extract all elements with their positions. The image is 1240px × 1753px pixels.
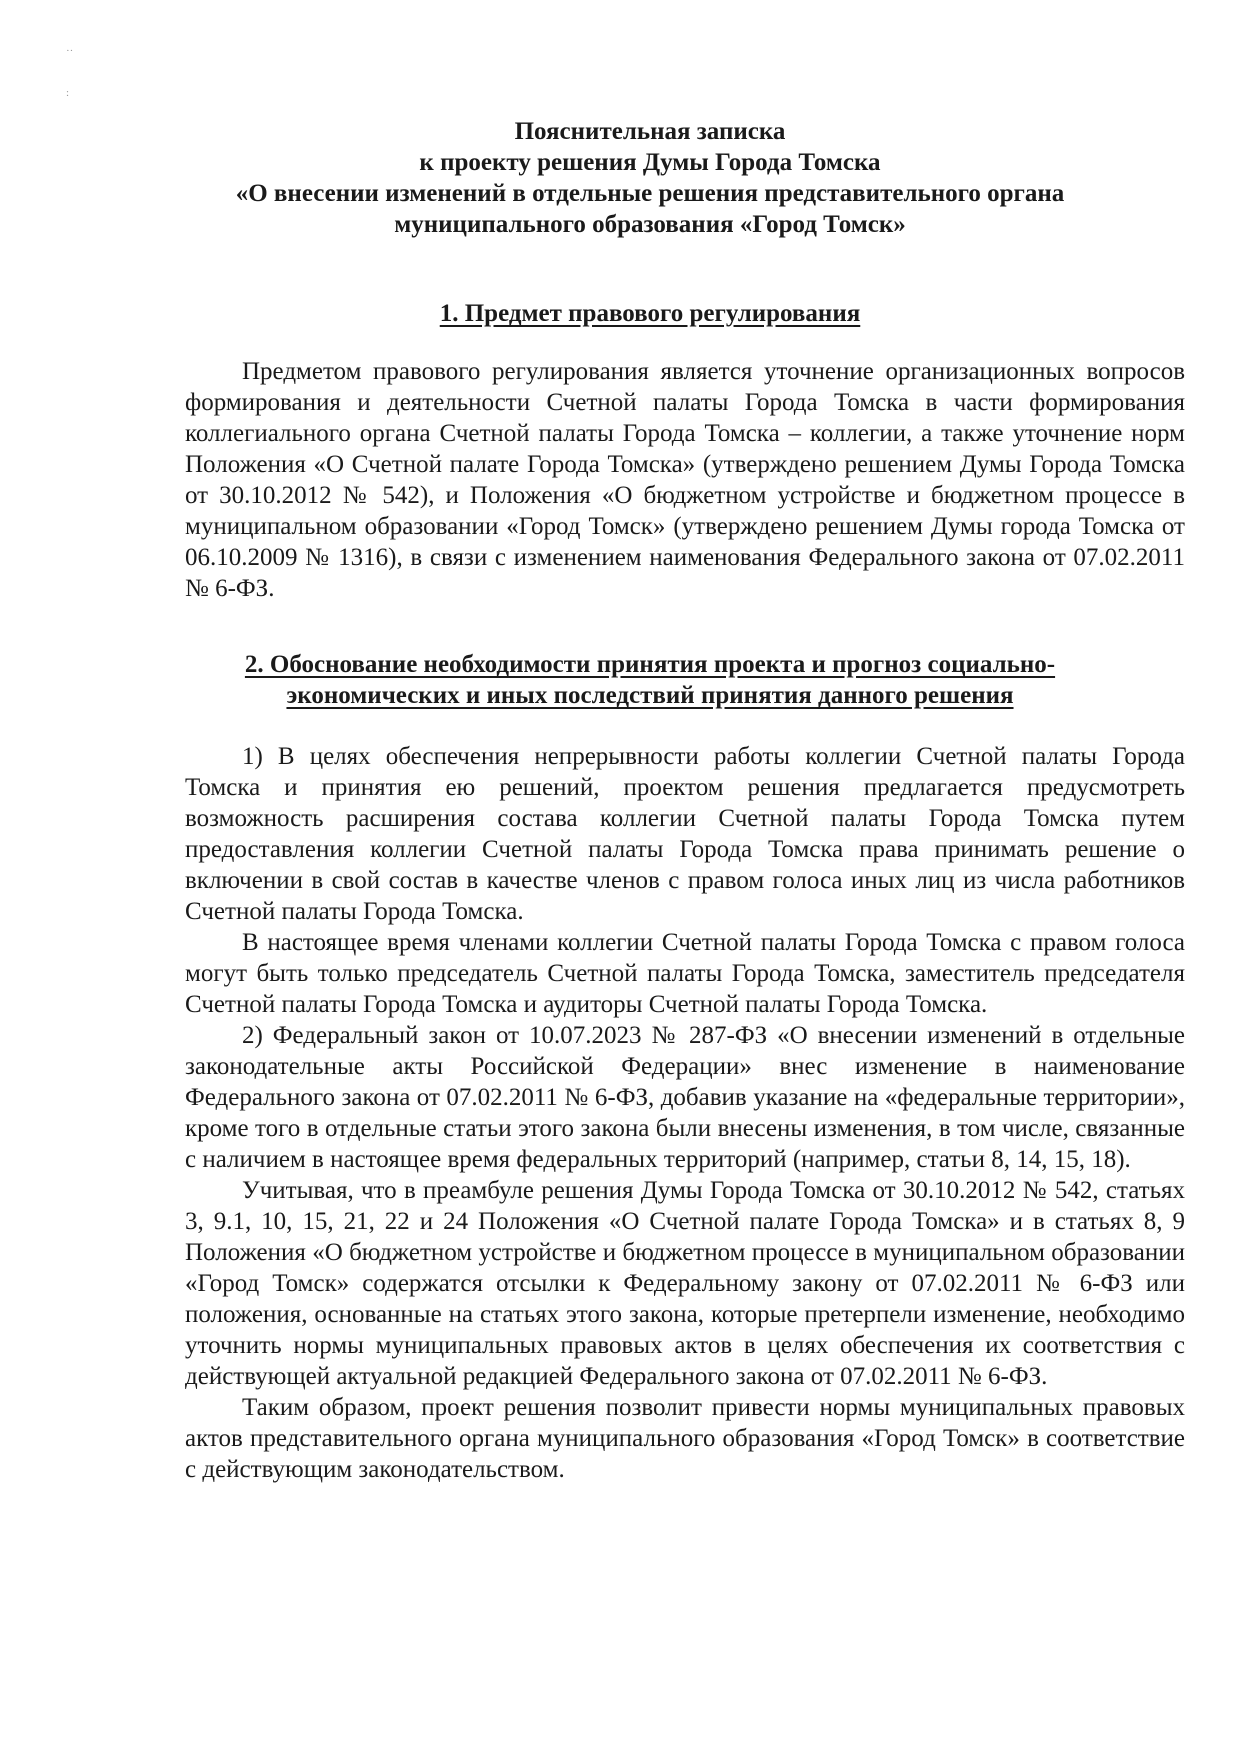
- title-line: к проекту решения Думы Города Томска: [419, 149, 881, 176]
- paragraph: Учитывая, что в преамбуле решения Думы Города Томска от 30.10.2012 № 542, статьях 3, 9.1, 10, 15, 21, 22 и 24 Положения «О Счетной палате Города Томска» и в статьях 8, 9 Положения «О бюджетном устройстве и бюджетном процессе в муниципальном образовании «Город Томск» содержатся отсылки к Федеральному закону от 07.02.2011 № 6-ФЗ или положения, основанные на статьях этого закона, которые претерпели изменение, необходимо уточнить нормы муниципальных правовых актов в целях обеспечения их соответствия с действующей актуальной редакцией Федерального закона от 07.02.2011 № 6-ФЗ.: [185, 1177, 1185, 1390]
- paragraph: В настоящее время членами коллегии Счетной палаты Города Томска с правом голоса могут быть только председатель Счетной палаты Города Томска, заместитель председателя Счетной палаты Города Томска и аудиторы Счетной палаты Города Томска.: [185, 929, 1185, 1018]
- title-line: муниципального образования «Город Томск»: [394, 211, 906, 238]
- paragraph: 1) В целях обеспечения непрерывности работы коллегии Счетной палаты Города Томска и принятия ею решений, проектом решения предлагается предусмотреть возможность расширения состава коллегии Счетной палаты Города Томска путем предоставления коллегии Счетной палаты Города Томска права принимать решение о включении в свой состав в качестве членов с правом голоса иных лиц из числа работников Счетной палаты Города Томска.: [185, 743, 1185, 925]
- paragraph: Таким образом, проект решения позволит привести нормы муниципальных правовых актов представительного органа муниципального образования «Город Томск» в соответствие с действующим законодательством.: [185, 1394, 1185, 1483]
- section-1-body: [185, 356, 1185, 604]
- section-heading-line: 1. Предмет правового регулирования: [439, 300, 861, 327]
- title-line: «О внесении изменений в отдельные решения представительного органа: [235, 180, 1065, 207]
- paragraph: 2) Федеральный закон от 10.07.2023 № 287-ФЗ «О внесении изменений в отдельные законодательные акты Российской Федерации» внес изменение в наименование Федерального закона от 07.02.2011 № 6-ФЗ, добавив указание на «федеральные территории», кроме того в отдельные статьи этого закона были внесены изменения, в том числе, связанные с наличием в настоящее время федеральных территорий (например, статьи 8, 14, 15, 18).: [185, 1022, 1185, 1173]
- title-line: Пояснительная записка: [514, 118, 786, 145]
- section-heading-line: 2. Обоснование необходимости принятия проекта и прогноз социально-: [244, 651, 1056, 678]
- paragraph: Предметом правового регулирования является уточнение организационных вопросов формирования и деятельности Счетной палаты Города Томска в части формирования коллегиального органа Счетной палаты Города Томска – коллегии, а также уточнение норм Положения «О Счетной палате Города Томска» (утверждено решением Думы Города Томска от 30.10.2012 № 542), и Положения «О бюджетном устройстве и бюджетном процессе в муниципальном образовании «Город Томск» (утверждено решением Думы города Томска от 06.10.2009 № 1316), в связи с изменением наименования Федерального закона от 07.02.2011 № 6-ФЗ.: [185, 358, 1185, 602]
- section-heading-line: экономических и иных последствий принятия данного решения: [286, 682, 1014, 709]
- document-title: [180, 116, 1120, 240]
- section-1-heading: [180, 298, 1120, 329]
- section-2-body: [185, 741, 1185, 1485]
- scan-artifact-dots: ·· :: [66, 45, 74, 99]
- section-2-heading: [180, 649, 1120, 711]
